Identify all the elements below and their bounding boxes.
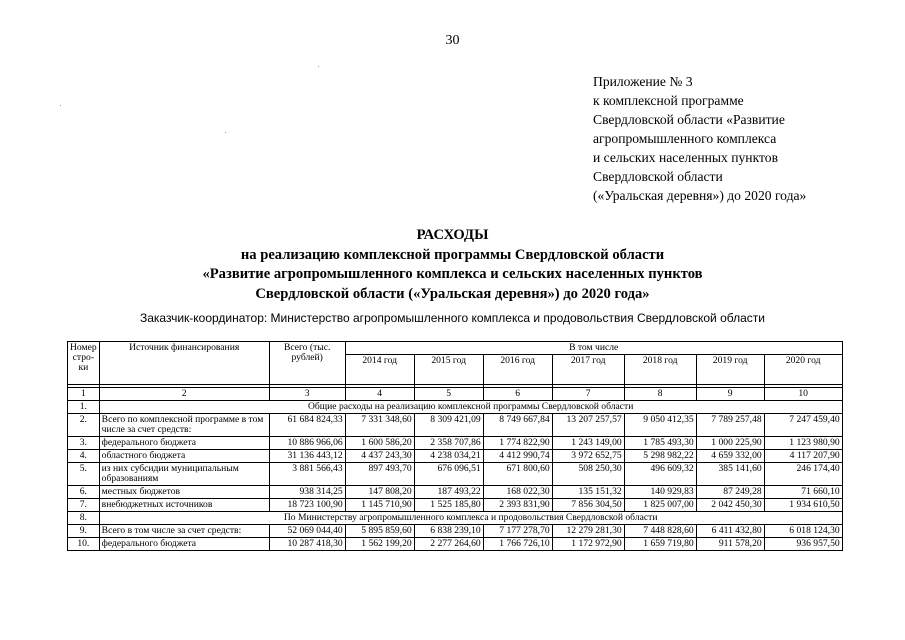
year-value: 1 825 007,00 — [624, 499, 696, 512]
header-source: Источник финансирования — [99, 342, 269, 385]
source-name: из них субсидии муниципальным образованиям — [99, 463, 269, 486]
column-number: 9 — [696, 388, 764, 401]
year-value: 5 895 859,60 — [345, 525, 414, 538]
row-number: 4. — [68, 450, 100, 463]
year-value: 3 972 652,75 — [552, 450, 624, 463]
total-value: 61 684 824,33 — [269, 414, 345, 437]
year-value: 1 659 719,80 — [624, 538, 696, 551]
source-name: Всего в том числе за счет средств: — [99, 525, 269, 538]
year-value: 2 393 831,90 — [483, 499, 552, 512]
year-value: 9 050 412,35 — [624, 414, 696, 437]
column-number: 4 — [345, 388, 414, 401]
header-year: 2015 год — [414, 355, 483, 385]
row-number: 7. — [68, 499, 100, 512]
year-value: 12 279 281,30 — [552, 525, 624, 538]
header-total: Всего (тыс. рублей) — [269, 342, 345, 385]
column-number: 6 — [483, 388, 552, 401]
total-value: 938 314,25 — [269, 486, 345, 499]
total-value: 10 886 966,06 — [269, 437, 345, 450]
section-row — [68, 512, 843, 525]
table-row — [68, 450, 843, 463]
table-row — [68, 414, 843, 437]
source-name: местных бюджетов — [99, 486, 269, 499]
year-value: 6 838 239,10 — [414, 525, 483, 538]
appendix-line: Приложение № 3 — [593, 74, 693, 89]
header-including: В том числе — [345, 342, 842, 355]
column-numbers-row — [68, 388, 843, 401]
table-row — [68, 538, 843, 551]
header-row — [68, 342, 843, 355]
appendix-line: Свердловской области «Развитие — [593, 112, 785, 127]
year-value: 2 277 264,60 — [414, 538, 483, 551]
appendix-line: агропромышленного комплекса — [593, 131, 777, 146]
year-value: 7 177 278,70 — [483, 525, 552, 538]
year-value: 2 358 707,86 — [414, 437, 483, 450]
year-value: 7 789 257,48 — [696, 414, 764, 437]
title-line: «Развитие агропромышленного комплекса и сельских населенных пунктов — [202, 266, 703, 282]
source-name: внебюджетных источников — [99, 499, 269, 512]
year-value: 6 411 432,80 — [696, 525, 764, 538]
table-row — [68, 486, 843, 499]
year-value: 4 659 332,00 — [696, 450, 764, 463]
year-value: 168 022,30 — [483, 486, 552, 499]
row-number: 2. — [68, 414, 100, 437]
column-number: 3 — [269, 388, 345, 401]
header-year: 2020 год — [764, 355, 842, 385]
total-value: 31 136 443,12 — [269, 450, 345, 463]
table-row — [68, 525, 843, 538]
column-number: 8 — [624, 388, 696, 401]
table-body — [68, 342, 843, 551]
year-value: 1 525 185,80 — [414, 499, 483, 512]
expenses-table — [67, 341, 843, 551]
year-value: 7 331 348,60 — [345, 414, 414, 437]
appendix-line: Свердловской области — [593, 169, 723, 184]
section-row — [68, 401, 843, 414]
year-value: 8 749 667,84 — [483, 414, 552, 437]
year-value: 496 609,32 — [624, 463, 696, 486]
row-number: 8. — [68, 512, 100, 525]
title-line: Свердловской области («Уральская деревня») до 2020 года» — [255, 285, 650, 302]
table-row — [68, 437, 843, 450]
row-number: 10. — [68, 538, 100, 551]
source-name: федерального бюджета — [99, 437, 269, 450]
year-value: 187 493,22 — [414, 486, 483, 499]
row-number: 6. — [68, 486, 100, 499]
row-number: 1. — [68, 401, 100, 414]
source-name: Всего по комплексной программе в том числе за счет средств: — [99, 414, 269, 437]
appendix-note — [593, 72, 806, 205]
section-title: Общие расходы на реализацию комплексной программы Свердловской области — [99, 401, 842, 414]
year-value: 5 298 982,22 — [624, 450, 696, 463]
year-value: 911 578,20 — [696, 538, 764, 551]
year-value: 676 096,51 — [414, 463, 483, 486]
year-value: 147 808,20 — [345, 486, 414, 499]
year-value: 1 123 980,90 — [764, 437, 842, 450]
year-value: 1 172 972,90 — [552, 538, 624, 551]
year-value: 1 000 225,90 — [696, 437, 764, 450]
document-title — [0, 226, 905, 304]
year-value: 1 145 710,90 — [345, 499, 414, 512]
year-value: 6 018 124,30 — [764, 525, 842, 538]
year-value: 140 929,83 — [624, 486, 696, 499]
year-value: 4 117 207,90 — [764, 450, 842, 463]
header-year: 2019 год — [696, 355, 764, 385]
year-value: 7 448 828,60 — [624, 525, 696, 538]
row-number: 3. — [68, 437, 100, 450]
year-value: 1 766 726,10 — [483, 538, 552, 551]
header-year: 2016 год — [483, 355, 552, 385]
year-value: 4 238 034,21 — [414, 450, 483, 463]
appendix-line: («Уральская деревня») до 2020 года» — [593, 188, 807, 203]
total-value: 10 287 418,30 — [269, 538, 345, 551]
table-row — [68, 463, 843, 486]
header-year: 2018 год — [624, 355, 696, 385]
year-value: 13 207 257,57 — [552, 414, 624, 437]
column-number: 10 — [764, 388, 842, 401]
year-value: 4 412 990,74 — [483, 450, 552, 463]
total-value: 52 069 044,40 — [269, 525, 345, 538]
year-value: 1 562 199,20 — [345, 538, 414, 551]
column-number: 7 — [552, 388, 624, 401]
year-value: 87 249,28 — [696, 486, 764, 499]
year-value: 8 309 421,09 — [414, 414, 483, 437]
customer-coordinator: Заказчик-координатор: Министерство агропромышленного комплекса и продовольствия Свердловской области — [140, 311, 765, 325]
year-value: 897 493,70 — [345, 463, 414, 486]
appendix-line: к комплексной программе — [593, 93, 744, 108]
title-line: на реализацию комплексной программы Свердловской области — [240, 246, 665, 263]
source-name: областного бюджета — [99, 450, 269, 463]
year-value: 936 957,50 — [764, 538, 842, 551]
year-value: 1 774 822,90 — [483, 437, 552, 450]
column-number: 5 — [414, 388, 483, 401]
source-name: федерального бюджета — [99, 538, 269, 551]
year-value: 508 250,30 — [552, 463, 624, 486]
year-value: 4 437 243,30 — [345, 450, 414, 463]
row-number: 5. — [68, 463, 100, 486]
year-value: 71 660,10 — [764, 486, 842, 499]
year-value: 2 042 450,30 — [696, 499, 764, 512]
header-year: 2017 год — [552, 355, 624, 385]
year-value: 7 247 459,40 — [764, 414, 842, 437]
total-value: 18 723 100,90 — [269, 499, 345, 512]
header-year: 2014 год — [345, 355, 414, 385]
page-number: 30 — [445, 33, 460, 48]
column-number: 1 — [68, 388, 100, 401]
year-value: 7 856 304,50 — [552, 499, 624, 512]
total-value: 3 881 566,43 — [269, 463, 345, 486]
year-value: 1 785 493,30 — [624, 437, 696, 450]
year-value: 385 141,60 — [696, 463, 764, 486]
row-number: 9. — [68, 525, 100, 538]
title-heading: РАСХОДЫ — [416, 227, 489, 243]
header-row-number: Номер стро- ки — [68, 342, 100, 385]
year-value: 246 174,40 — [764, 463, 842, 486]
year-value: 1 934 610,50 — [764, 499, 842, 512]
year-value: 1 600 586,20 — [345, 437, 414, 450]
column-number: 2 — [99, 388, 269, 401]
year-value: 671 800,60 — [483, 463, 552, 486]
year-value: 1 243 149,00 — [552, 437, 624, 450]
table-row — [68, 499, 843, 512]
appendix-line: и сельских населенных пунктов — [593, 150, 778, 165]
year-value: 135 151,32 — [552, 486, 624, 499]
section-title: По Министерству агропромышленного комплекса и продовольствия Свердловской области — [99, 512, 842, 525]
